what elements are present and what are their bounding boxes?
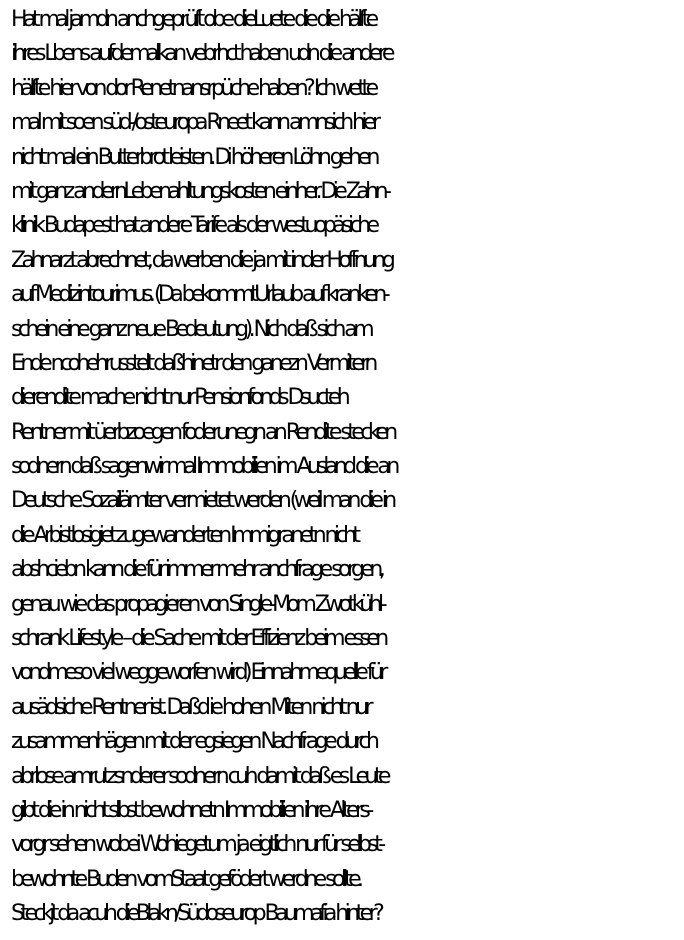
- text-line: zusammenhägen mit der egsiegen Nachfrage durch: [11, 729, 376, 755]
- text-line: Zahnarzt abrechnet, da werben die ja mit inder Hoffnung: [11, 247, 392, 273]
- text-line: bewohnte Buden vomStaat gefödert werdne sollte.: [11, 866, 360, 892]
- text-line: schrank Lifestyle – die Sache mit der Effizienz beim essen: [11, 626, 385, 652]
- text-line: hälfte hier von dor Renetnansrpüche haben? Ich wette: [11, 75, 375, 101]
- text-line: mal mit soen süd-/osteuropa Rneet kann amnsich hier: [11, 110, 377, 136]
- text-line: die Arbistlosigiet zugewanderten Immigranetn nicht: [11, 522, 357, 548]
- text-line: mit ganz andernLebenahltungskosten einher. Die Zahn-: [11, 178, 388, 204]
- text-line: Rentner mit üerbzoegen foderunegn an Rendite stecken: [11, 419, 394, 445]
- text-line: genau wie das propagieren von Single-Mom Zwotkühl-: [11, 591, 383, 617]
- text-line: gibt die in nicht slbst bewohnetn Immobilien ihre Alters-: [11, 797, 370, 823]
- text-line: schein eine ganz neue Bedeutung). Nich daß sich am: [11, 316, 371, 342]
- text-line: ihres Lbens aufdemalkan vebrhct haben udn die andere: [11, 41, 391, 67]
- text-line: ausädsiche Rentner ist. Daßd ie hohen Miten nicht nur: [11, 694, 369, 720]
- text-line: vondmeso viel weggeworfen wird) Einnahmequelle für: [11, 660, 384, 686]
- text-line: abrlose amrutzsnderer sodnern cuh damit daß es Leute: [11, 763, 387, 789]
- text-line: dierendite mache nicht nur Pensionfonds Dsucteh: [11, 385, 347, 411]
- text-line: Hat mal jamdn anchgeprüft obe dieLuete die die hälfte: [11, 7, 375, 32]
- body-text: [11, 3, 683, 932]
- text-line: klinik Budapest hat andere Tarife als der westuopäsiche: [11, 213, 376, 239]
- text-line: sodnern daß sagenwir mal Immobilien im Ausland die an: [11, 454, 396, 480]
- text-line: Deutsche Sozailämter vermietet werden (weil man die in: [11, 488, 393, 514]
- text-line: Steckjt da acuh dieBlakn/Südoseurop Baumafia hinter?: [11, 901, 381, 927]
- text-line: abshciebn kann die für immer mehr anchfrage sorgen,: [11, 557, 382, 583]
- text-line: nicht mal ein Butterbrot leisten. Di höheren Löhn gehen: [11, 144, 376, 170]
- text-line: Ende ncohehrusstelt daßhinetr den ganezn Vermitern: [11, 350, 374, 376]
- text-line: vorgr sehen wobei Wohiegetum ja eigtlich nur für selbst-: [11, 832, 382, 858]
- text-line: auf Medizintourimus. (Da bekommtUrlaub auf kranken-: [11, 282, 387, 308]
